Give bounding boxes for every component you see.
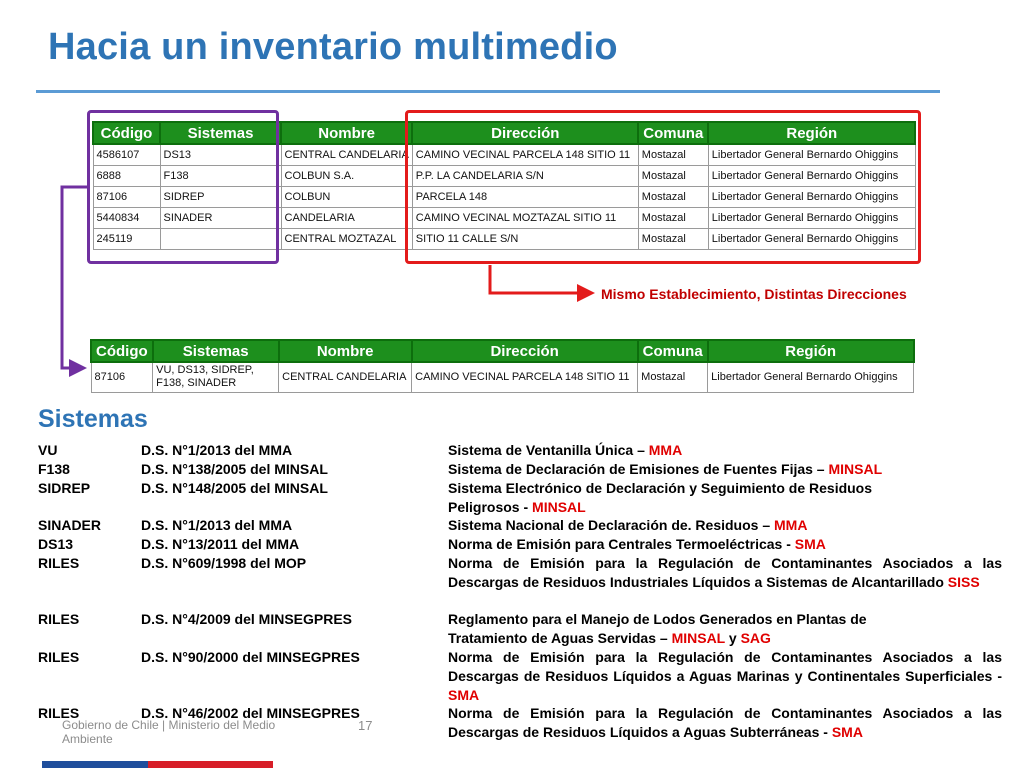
system-code: RILES [38, 555, 80, 571]
system-decree: D.S. N°4/2009 del MINSEGPRES [141, 611, 353, 627]
header-nombre: Nombre [279, 340, 412, 362]
title-underline [36, 90, 940, 93]
system-code: RILES [38, 705, 80, 721]
table-header-row [91, 340, 914, 362]
system-agency: MMA [774, 517, 808, 533]
cell-sistemas: F138 [160, 165, 281, 186]
cell-direccion: CAMINO VECINAL MOZTAZAL SITIO 11 [412, 207, 638, 228]
cell-sistemas: SIDREP [160, 186, 281, 207]
system-agency-2: SAG [740, 630, 771, 646]
cell-direccion: PARCELA 148 [412, 186, 638, 207]
system-description [448, 441, 1002, 460]
slide-title: Hacia un inventario multimedio [48, 26, 618, 68]
cell-sistemas: SINADER [160, 207, 281, 228]
system-desc-text: Norma de Emisión para la Regulación de Contaminantes Asociados a las Descargas de Residuos Líquidos a Aguas Marinas y Continentales Superficiales - [448, 649, 1002, 684]
cell-codigo: 6888 [93, 165, 160, 186]
header-comuna: Comuna [638, 340, 708, 362]
flag-stripe-red [148, 761, 273, 768]
cell-region: Libertador General Bernardo Ohiggins [708, 165, 915, 186]
system-desc-text: Norma de Emisión para Centrales Termoeléctricas - [448, 536, 795, 552]
system-decree: D.S. N°609/1998 del MOP [141, 555, 307, 571]
cell-codigo: 87106 [93, 186, 160, 207]
cell-direccion: CAMINO VECINAL PARCELA 148 SITIO 11 [412, 362, 638, 392]
system-code: RILES [38, 611, 80, 627]
system-code: DS13 [38, 536, 74, 552]
system-description [448, 535, 1002, 554]
system-decree: D.S. N°1/2013 del MMA [141, 442, 293, 458]
system-desc-text: Reglamento para el Manejo de Lodos Generados en Plantas de Tratamiento de Aguas Servidas – [448, 611, 867, 646]
header-region: Región [708, 122, 915, 144]
red-arrow [490, 265, 586, 293]
system-description [448, 460, 1002, 479]
system-description [448, 610, 928, 648]
cell-direccion: SITIO 11 CALLE S/N [412, 228, 638, 249]
cell-nombre: COLBUN [281, 186, 412, 207]
header-codigo: Código [93, 122, 160, 144]
system-code: VU [38, 442, 58, 458]
system-code: SINADER [38, 517, 102, 533]
system-code: RILES [38, 649, 80, 665]
system-agency: SISS [947, 574, 980, 590]
system-desc-text: Sistema de Declaración de Emisiones de Fuentes Fijas – [448, 461, 829, 477]
header-sistemas: Sistemas [160, 122, 281, 144]
header-codigo: Código [91, 340, 153, 362]
header-nombre: Nombre [281, 122, 412, 144]
cell-nombre: CENTRAL CANDELARIA [279, 362, 412, 392]
header-sistemas: Sistemas [153, 340, 279, 362]
system-description [448, 479, 928, 517]
system-desc-text: Sistema Electrónico de Declaración y Seguimiento de Residuos Peligrosos - [448, 480, 873, 515]
cell-nombre: CENTRAL MOZTAZAL [281, 228, 412, 249]
cell-codigo: 5440834 [93, 207, 160, 228]
cell-comuna: Mostazal [638, 207, 708, 228]
footer-text: Gobierno de Chile | Ministerio del Medio Ambiente [62, 718, 276, 746]
header-region: Región [708, 340, 914, 362]
system-decree: D.S. N°13/2011 del MMA [141, 536, 300, 552]
system-desc-text: Sistema de Ventanilla Única – [448, 442, 649, 458]
system-agency-joiner: y [724, 630, 741, 646]
system-agency: MMA [648, 442, 683, 458]
cell-region: Libertador General Bernardo Ohiggins [708, 186, 915, 207]
cell-nombre: CANDELARIA [281, 207, 412, 228]
cell-region: Libertador General Bernardo Ohiggins [708, 144, 915, 165]
sistemas-highlight-box [87, 110, 279, 264]
system-agency: SMA [831, 724, 863, 740]
cell-nombre: COLBUN S.A. [281, 165, 412, 186]
system-desc-text: Norma de Emisión para la Regulación de Contaminantes Asociados a las Descargas de Residuos Industriales Líquidos a Sistemas de Alcantarillado [448, 555, 1002, 590]
header-direccion: Dirección [412, 340, 638, 362]
cell-comuna: Mostazal [638, 144, 708, 165]
system-code: SIDREP [38, 480, 91, 496]
cell-codigo: 87106 [91, 362, 153, 392]
purple-arrow [62, 187, 87, 368]
cell-direccion: CAMINO VECINAL PARCELA 148 SITIO 11 [412, 144, 638, 165]
cell-region: Libertador General Bernardo Ohiggins [708, 228, 915, 249]
cell-region: Libertador General Bernardo Ohiggins [708, 362, 914, 392]
system-decree: D.S. N°90/2000 del MINSEGPRES [141, 649, 360, 665]
system-description [448, 516, 1002, 535]
system-decree: D.S. N°148/2005 del MINSAL [141, 480, 328, 496]
direcciones-highlight-box [405, 110, 921, 264]
cell-sistemas: DS13 [160, 144, 281, 165]
system-agency: MINSAL [671, 630, 725, 646]
system-decree: D.S. N°1/2013 del MMA [141, 517, 293, 533]
cell-sistemas: VU, DS13, SIDREP, F138, SINADER [153, 362, 279, 392]
cell-comuna: Mostazal [638, 186, 708, 207]
sistemas-heading: Sistemas [38, 405, 148, 433]
cell-nombre: CENTRAL CANDELARIA [281, 144, 412, 165]
cell-comuna: Mostazal [638, 165, 708, 186]
page-number: 17 [358, 718, 373, 733]
cell-direccion: P.P. LA CANDELARIA S/N [412, 165, 638, 186]
system-desc-text: Norma de Emisión para la Regulación de Contaminantes Asociados a las Descargas de Residuos Líquidos a Aguas Subterráneas - [448, 705, 1002, 740]
cell-codigo: 245119 [93, 228, 160, 249]
system-description [448, 648, 1002, 705]
cell-comuna: Mostazal [638, 362, 708, 392]
system-agency: MINSAL [532, 499, 586, 515]
system-desc-text: Sistema Nacional de Declaración de. Residuos – [448, 517, 775, 533]
header-comuna: Comuna [638, 122, 708, 144]
header-direccion: Dirección [412, 122, 638, 144]
system-code: F138 [38, 461, 70, 477]
cell-comuna: Mostazal [638, 228, 708, 249]
system-decree: D.S. N°46/2002 del MINSEGPRES [141, 705, 360, 721]
system-decree: D.S. N°138/2005 del MINSAL [141, 461, 328, 477]
system-description [448, 704, 1002, 742]
system-description [448, 554, 1002, 592]
system-agency: SMA [448, 687, 480, 703]
callout-label: Mismo Establecimiento, Distintas Direcciones [601, 286, 907, 302]
table-row [91, 362, 914, 392]
cell-codigo: 4586107 [93, 144, 160, 165]
system-agency: MINSAL [828, 461, 883, 477]
flag-stripe-blue [42, 761, 148, 768]
system-agency: SMA [794, 536, 826, 552]
cell-region: Libertador General Bernardo Ohiggins [708, 207, 915, 228]
consolidated-table [90, 339, 915, 393]
